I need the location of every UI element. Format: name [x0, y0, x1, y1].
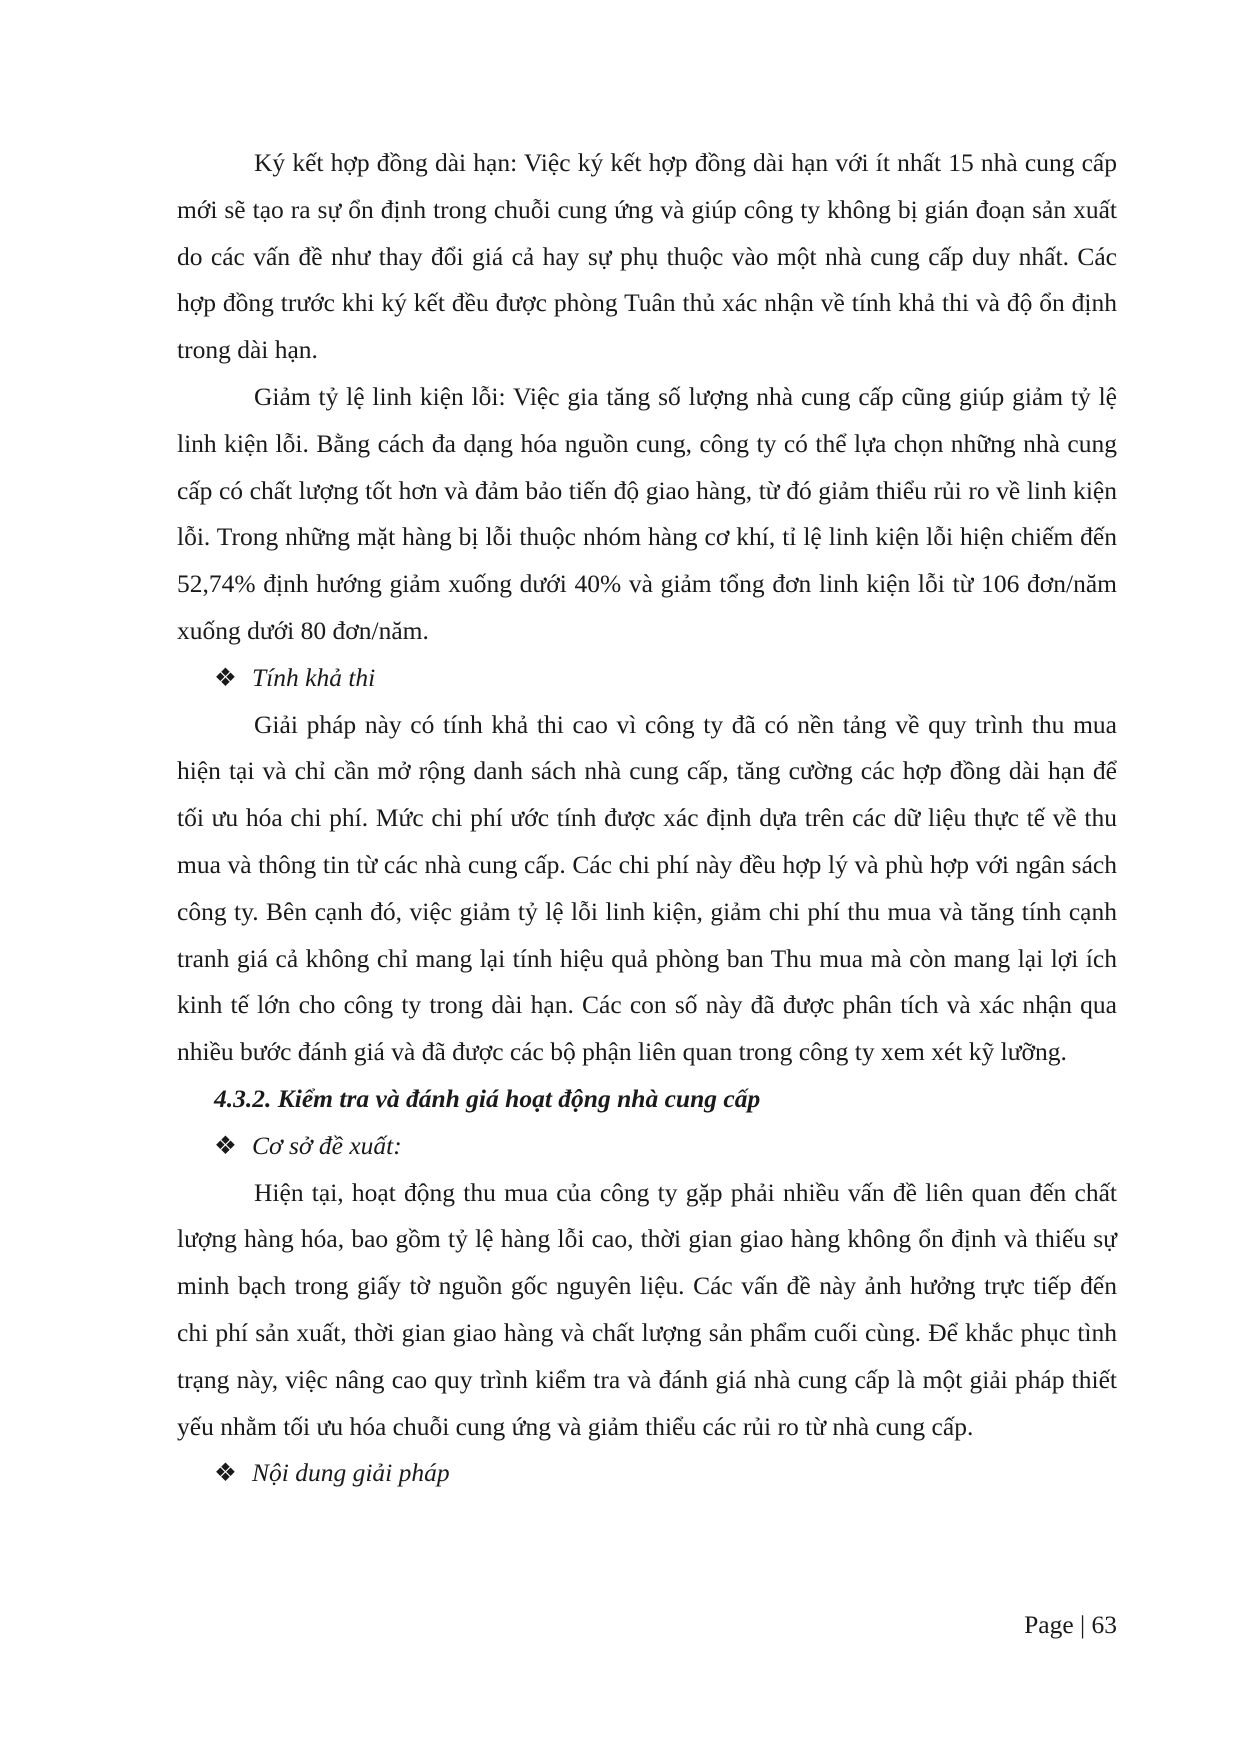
diamond-bullet-icon: ❖ — [214, 662, 237, 692]
paragraph-reduce-defects: Giảm tỷ lệ linh kiện lỗi: Việc gia tăng số lượng nhà cung cấp cũng giúp giảm tỷ lệ linh kiện lỗi. Bằng cách đa dạng hóa nguồn cung, công ty có thể lựa chọn những nhà cung cấp có chất lượng tốt hơn và đảm bảo tiến độ giao hàng, từ đó giảm thiểu rủi ro về linh kiện lỗi. Trong những mặt hàng bị lỗi thuộc nhóm hàng cơ khí, tỉ lệ linh kiện lỗi hiện chiếm đến 52,74% định hướng giảm xuống dưới 40% và giảm tổng đơn linh kiện lỗi từ 106 đơn/năm xuống dưới 80 đơn/năm. — [177, 381, 1117, 645]
bullet-feasibility-label: Tính khả thi — [252, 662, 376, 692]
page-body — [177, 140, 1117, 1497]
paragraph-feasibility: Giải pháp này có tính khả thi cao vì công ty đã có nền tảng về quy trình thu mua hiện tại và chỉ cần mở rộng danh sách nhà cung cấp, tăng cường các hợp đồng dài hạn để tối ưu hóa chi phí. Mức chi phí ước tính được xác định dựa trên các dữ liệu thực tế về thu mua và thông tin từ các nhà cung cấp. Các chi phí này đều hợp lý và phù hợp với ngân sách công ty. Bên cạnh đó, việc giảm tỷ lệ lỗi linh kiện, giảm chi phí thu mua và tăng tính cạnh tranh giá cả không chỉ mang lại tính hiệu quả phòng ban Thu mua mà còn mang lại lợi ích kinh tế lớn cho công ty trong dài hạn. Các con số này đã được phân tích và xác nhận qua nhiều bước đánh giá và đã được các bộ phận liên quan trong công ty xem xét kỹ lưỡng. — [177, 709, 1117, 1067]
paragraph-current-situation: Hiện tại, hoạt động thu mua của công ty gặp phải nhiều vấn đề liên quan đến chất lượng hàng hóa, bao gồm tỷ lệ hàng lỗi cao, thời gian giao hàng không ổn định và thiếu sự minh bạch trong giấy tờ nguồn gốc nguyên liệu. Các vấn đề này ảnh hưởng trực tiếp đến chi phí sản xuất, thời gian giao hàng và chất lượng sản phẩm cuối cùng. Để khắc phục tình trạng này, việc nâng cao quy trình kiểm tra và đánh giá nhà cung cấp là một giải pháp thiết yếu nhằm tối ưu hóa chuỗi cung ứng và giảm thiểu các rủi ro từ nhà cung cấp. — [177, 1177, 1117, 1441]
diamond-bullet-icon: ❖ — [214, 1130, 237, 1160]
section-heading: 4.3.2. Kiểm tra và đánh giá hoạt động nhà cung cấp — [214, 1083, 761, 1113]
bullet-feasibility — [177, 655, 1117, 702]
bullet-basis-label: Cơ sở đề xuất: — [252, 1130, 402, 1160]
bullet-basis — [177, 1123, 1117, 1170]
page-number: Page | 63 — [1024, 1610, 1117, 1639]
paragraph-long-term-contracts: Ký kết hợp đồng dài hạn: Việc ký kết hợp đồng dài hạn với ít nhất 15 nhà cung cấp mới sẽ tạo ra sự ổn định trong chuỗi cung ứng và giúp công ty không bị gián đoạn sản xuất do các vấn đề như thay đổi giá cả hay sự phụ thuộc vào một nhà cung cấp duy nhất. Các hợp đồng trước khi ký kết đều được phòng Tuân thủ xác nhận về tính khả thi và độ ổn định trong dài hạn. — [177, 148, 1117, 365]
diamond-bullet-icon: ❖ — [214, 1458, 237, 1488]
bullet-solution-content — [177, 1450, 1117, 1497]
bullet-solution-content-label: Nội dung giải pháp — [252, 1458, 450, 1488]
